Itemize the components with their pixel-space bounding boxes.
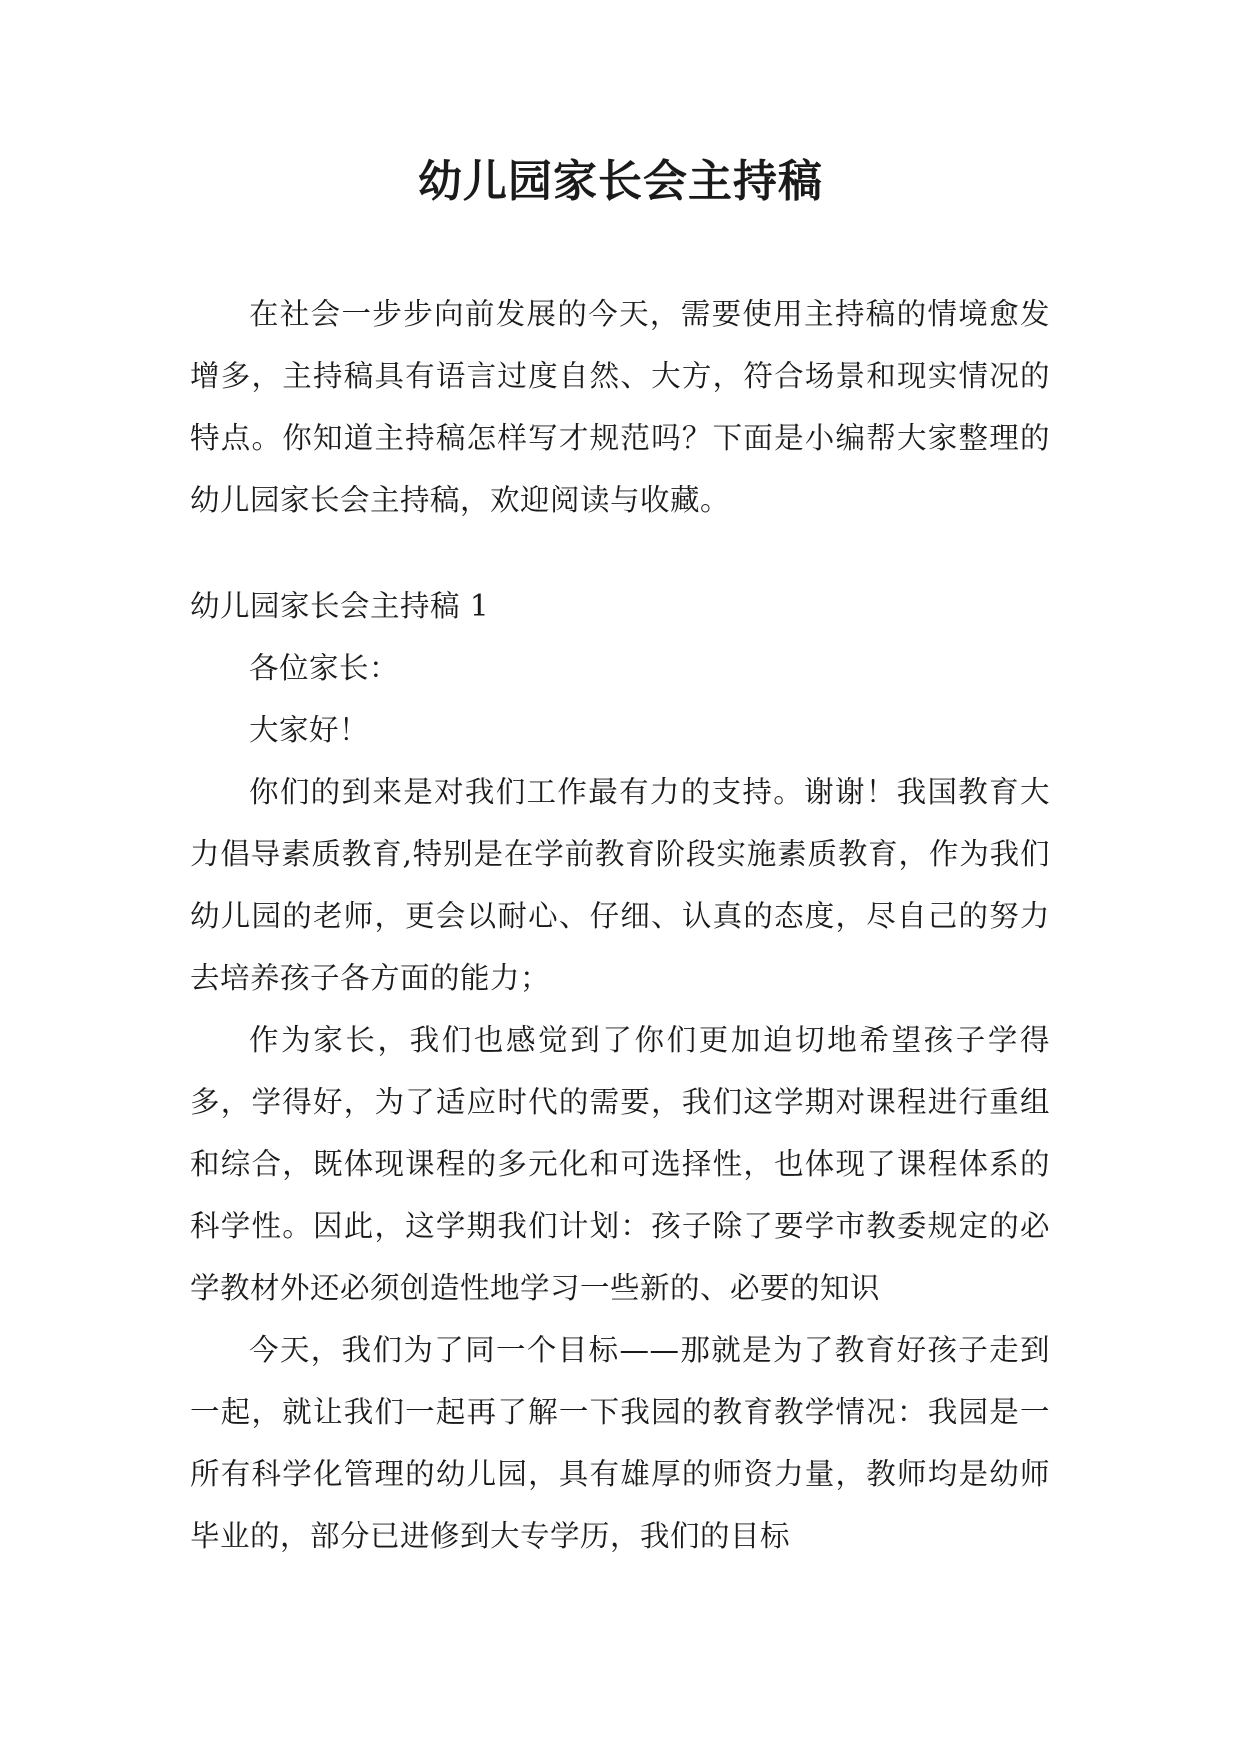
- body-paragraph: 作为家长，我们也感觉到了你们更加迫切地希望孩子学得多，学得好，为了适应时代的需要，我们这学期对课程进行重组和综合，既体现课程的多元化和可选择性，也体现了课程体系的科学性。因此，这学期我们计划：孩子除了要学市教委规定的必学教材外还必须创造性地学习一些新的、必要的知识: [190, 1023, 1050, 1305]
- salutation: 各位家长：: [249, 651, 400, 685]
- content-block: [190, 575, 1050, 1567]
- greeting: 大家好！: [249, 713, 370, 747]
- document-title: 幼儿园家长会主持稿: [418, 156, 823, 207]
- intro-paragraph: 在社会一步步向前发展的今天，需要使用主持稿的情境愈发增多，主持稿具有语言过度自然、大方，符合场景和现实情况的特点。你知道主持稿怎样写才规范吗？下面是小编帮大家整理的幼儿园家长会主持稿，欢迎阅读与收藏。: [190, 297, 1050, 517]
- body-paragraph: 你们的到来是对我们工作最有力的支持。谢谢！我国教育大力倡导素质教育,特别是在学前教育阶段实施素质教育，作为我们幼儿园的老师，更会以耐心、仔细、认真的态度，尽自己的努力去培养孩子各方面的能力；: [190, 775, 1050, 995]
- section-heading: 幼儿园家长会主持稿 1: [190, 589, 490, 623]
- body-paragraph: 今天，我们为了同一个目标——那就是为了教育好孩子走到一起，就让我们一起再了解一下我园的教育教学情况：我园是一所有科学化管理的幼儿园，具有雄厚的师资力量，教师均是幼师毕业的，部分已进修到大专学历，我们的目标: [190, 1333, 1050, 1553]
- intro-block: [190, 283, 1050, 531]
